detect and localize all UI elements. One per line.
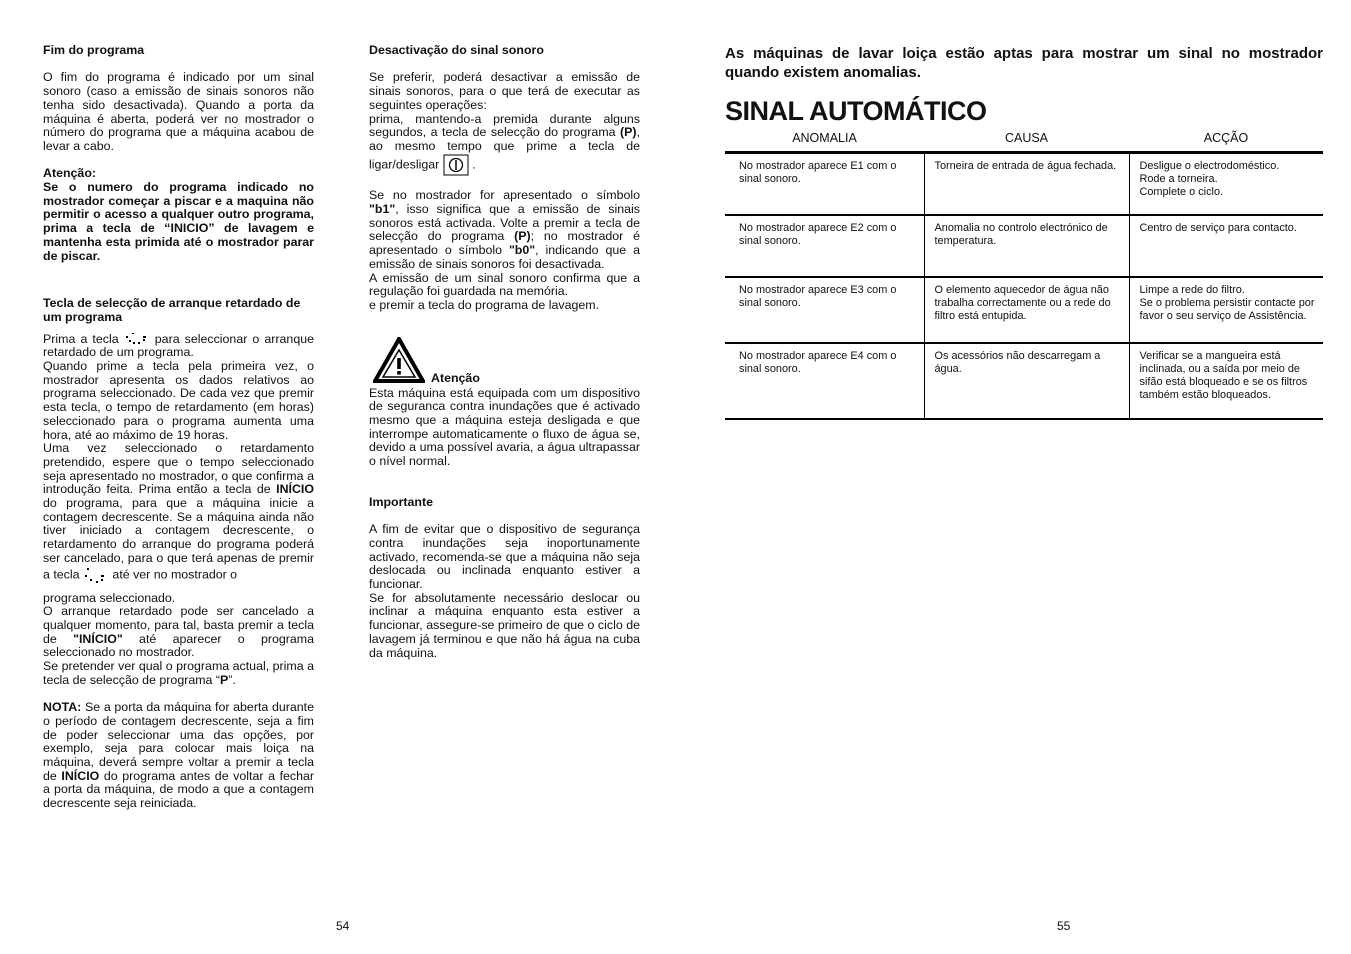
desact-p3a: Se no mostrador for apresentado o símbolo	[369, 188, 640, 203]
tecla-p5a: Se pretender ver qual o programa actual, prima a tecla de selecção de programa “	[43, 659, 314, 687]
table-header-row	[725, 131, 1323, 153]
col-header-accao: ACÇÃO	[1129, 131, 1323, 153]
tecla-p3	[43, 442, 314, 583]
power-button-icon	[443, 154, 469, 176]
fim-body: O fim do programa é indicado por um sinal sonoro (caso a emissão de sinais sonoros não tenha sido desactivada). Quando a porta da máquina é aberta, poderá ver no mostrador o número do programa que a máquina acabou de levar a cabo.	[43, 70, 314, 153]
importante-title: Importante	[369, 494, 434, 509]
tecla-title: Tecla de selecção de arranque retardado de um programa	[43, 296, 301, 324]
tecla-p1b: para seleccionar o arranque retardado de um programa.	[43, 331, 314, 360]
importante-p1: A fim de evitar que o dispositivo de segurança contra inundações seja inoportunamente activado, recomenda-se que a máquina não seja deslocada ou inclinada enquanto estiver a funcionar.	[369, 522, 640, 592]
table-cell: No mostrador aparece E2 com o sinal sonoro.	[725, 215, 924, 277]
warning-block	[369, 337, 640, 387]
table-row	[725, 153, 1323, 215]
page-number-right: 55	[1057, 919, 1071, 933]
anomaly-table	[725, 131, 1323, 420]
desact-p3f: "b0"	[508, 243, 536, 258]
table-cell: No mostrador aparece E1 com o sinal sonoro.	[725, 153, 924, 215]
desact-p4: A emissão de um sinal sonoro confirma que a regulação foi guardada na memória.	[369, 270, 640, 299]
tecla-p2: Quando prime a tecla pela primeira vez, o mostrador apresenta os dados relativos ao programa seleccionado. De cada vez que premir esta tecla, o tempo de retardamento (em horas) seleccionado para o programa aumenta uma hora, até ao máximo de 19 horas.	[43, 359, 314, 442]
tecla-p3b: INÍCIO	[276, 482, 315, 497]
tecla-p4b: "INÍCIO"	[73, 631, 123, 646]
delay-start-icon	[124, 333, 150, 345]
right-page	[725, 44, 1323, 420]
desact-p2b: (P)	[620, 125, 637, 140]
tecla-p5b: P	[220, 672, 229, 687]
desact-p2c: , ao mesmo tempo que prime a tecla de ligar/desligar	[369, 125, 640, 171]
left-column	[43, 44, 314, 811]
table-cell: Limpe a rede do filtro. Se o problema persistir contacte por favor o seu serviço de Assistência.	[1129, 277, 1323, 343]
table-row	[725, 215, 1323, 277]
page-number-left: 54	[336, 919, 350, 933]
desact-p2d: .	[472, 156, 476, 171]
desact-p1: Se preferir, poderá desactivar a emissão de sinais sonoros, para o que terá de executar as seguintes operações:	[369, 70, 640, 112]
atencao-title: Atenção:	[43, 166, 97, 181]
tecla-p4a: O arranque retardado pode ser cancelado a qualquer momento, para tal, basta premir a tecla de	[43, 604, 314, 646]
table-row	[725, 343, 1323, 419]
tecla-p3d: até ver no mostrador o	[112, 566, 238, 581]
atencao2-title: Atenção	[431, 370, 480, 385]
desact-p3e: ; no mostrador é apresentado o símbolo	[369, 229, 640, 258]
tecla-p3c: do programa, para que a máquina inicie a contagem decrescente. Se a máquina ainda não tiver iniciado a contagem decrescente, o retardamento do arranque do programa poderá ser cancelado, para o que terá apenas de premir a tecla	[43, 496, 314, 581]
right-intro: As máquinas de lavar loiça estão aptas para mostrar um sinal no mostrador quando existem anomalias.	[725, 45, 1323, 81]
desact-p2	[369, 113, 640, 176]
table-cell: Anomalia no controlo electrónico de temperatura.	[924, 215, 1129, 277]
page-title: SINAL AUTOMÁTICO	[725, 96, 987, 126]
table-cell: Verificar se a mangueira está inclinada, ou a saída por meio de sifão está bloqueado e se os filtros também estão bloqueados.	[1129, 343, 1323, 419]
warning-triangle-icon	[373, 337, 425, 383]
nota-label: NOTA:	[43, 700, 82, 715]
table-cell: Os acessórios não descarregam a água.	[924, 343, 1129, 419]
nota-c: do programa antes de voltar a fechar a porta da máquina, de modo a que a contagem decrescente seja reiniciada.	[43, 768, 315, 811]
table-row	[725, 277, 1323, 343]
tecla-p3e: programa seleccionado.	[43, 590, 176, 605]
desact-p3g: , indicando que a emissão de sinais sonoros foi desactivada.	[369, 243, 640, 271]
table-cell: No mostrador aparece E3 com o sinal sonoro.	[725, 277, 924, 343]
atencao-body: Se o numero do programa indicado no mostrador começar a piscar e a maquina não permitir o acesso a qualquer outro programa, prima a tecla de “INICIO” de lavagem e mantenha esta primida até o mostrador parar de piscar.	[43, 180, 314, 263]
desact-title: Desactivação do sinal sonoro	[369, 43, 544, 57]
middle-column	[369, 44, 640, 660]
tecla-p4c: até aparecer o programa seleccionado no mostrador.	[43, 631, 314, 660]
table-cell: Torneira de entrada de água fechada.	[924, 153, 1129, 215]
table-cell: No mostrador aparece E4 com o sinal sonoro.	[725, 343, 924, 419]
table-cell: Centro de serviço para contacto.	[1129, 215, 1323, 277]
tecla-p5	[43, 660, 314, 687]
tecla-p3a: Uma vez seleccionado o retardamento pretendido, espere que o tempo seleccionado seja apresentado no mostrador, o que confirma a introdução feita. Prima então a tecla de	[43, 441, 314, 497]
atencao2-body: Esta máquina está equipada com um dispositivo de seguranca contra inundações que é activado mesmo que a máquina esteja desligada e que interrompe automaticamente o fluxo de água se, devido a uma possível avaria, a água ultrapassar o nível normal.	[369, 385, 640, 469]
desact-p3c: , isso significa que a emissão de sinais sonoros está activada. Volte a premir a tecla de selecção do programa	[369, 202, 640, 244]
col-header-causa: CAUSA	[924, 131, 1129, 153]
tecla-p1a: Prima a tecla	[43, 331, 119, 346]
table-cell: Desligue o electrodoméstico. Rode a torneira. Complete o ciclo.	[1129, 153, 1323, 215]
desact-p5: e premir a tecla do programa de lavagem.	[369, 297, 600, 312]
col-header-anomalia: ANOMALIA	[725, 131, 924, 153]
desact-p3	[369, 189, 640, 271]
tecla-p4	[43, 605, 314, 660]
nota-b: INÍCIO	[61, 768, 100, 783]
nota	[43, 701, 314, 811]
tecla-p1	[43, 333, 314, 360]
desact-p3b: "b1"	[369, 202, 396, 216]
importante-p2: Se for absolutamente necessário deslocar ou inclinar a máquina enquanto esta estiver a funcionar, assegure-se primeiro de que o ciclo de lavagem já terminou e que não há água na cuba da máquina.	[369, 590, 640, 660]
desact-p2a: prima, mantendo-a premida durante alguns segundos, a tecla de selecção do programa	[369, 111, 640, 140]
nota-a: Se a porta da máquina for aberta durante o período de contagem decrescente, seja a fim de poder seleccionar uma das opções, por exemplo, seja para colocar mais loiça na máquina, deverá sempre voltar a premir a tecla de	[43, 700, 314, 783]
fim-title: Fim do programa	[43, 43, 145, 57]
tecla-p5c: ”.	[228, 672, 236, 687]
delay-start-icon	[83, 566, 109, 584]
table-cell: O elemento aquecedor de água não trabalha correctamente ou a rede do filtro está entupida.	[924, 277, 1129, 343]
desact-p3d: (P)	[514, 229, 531, 244]
